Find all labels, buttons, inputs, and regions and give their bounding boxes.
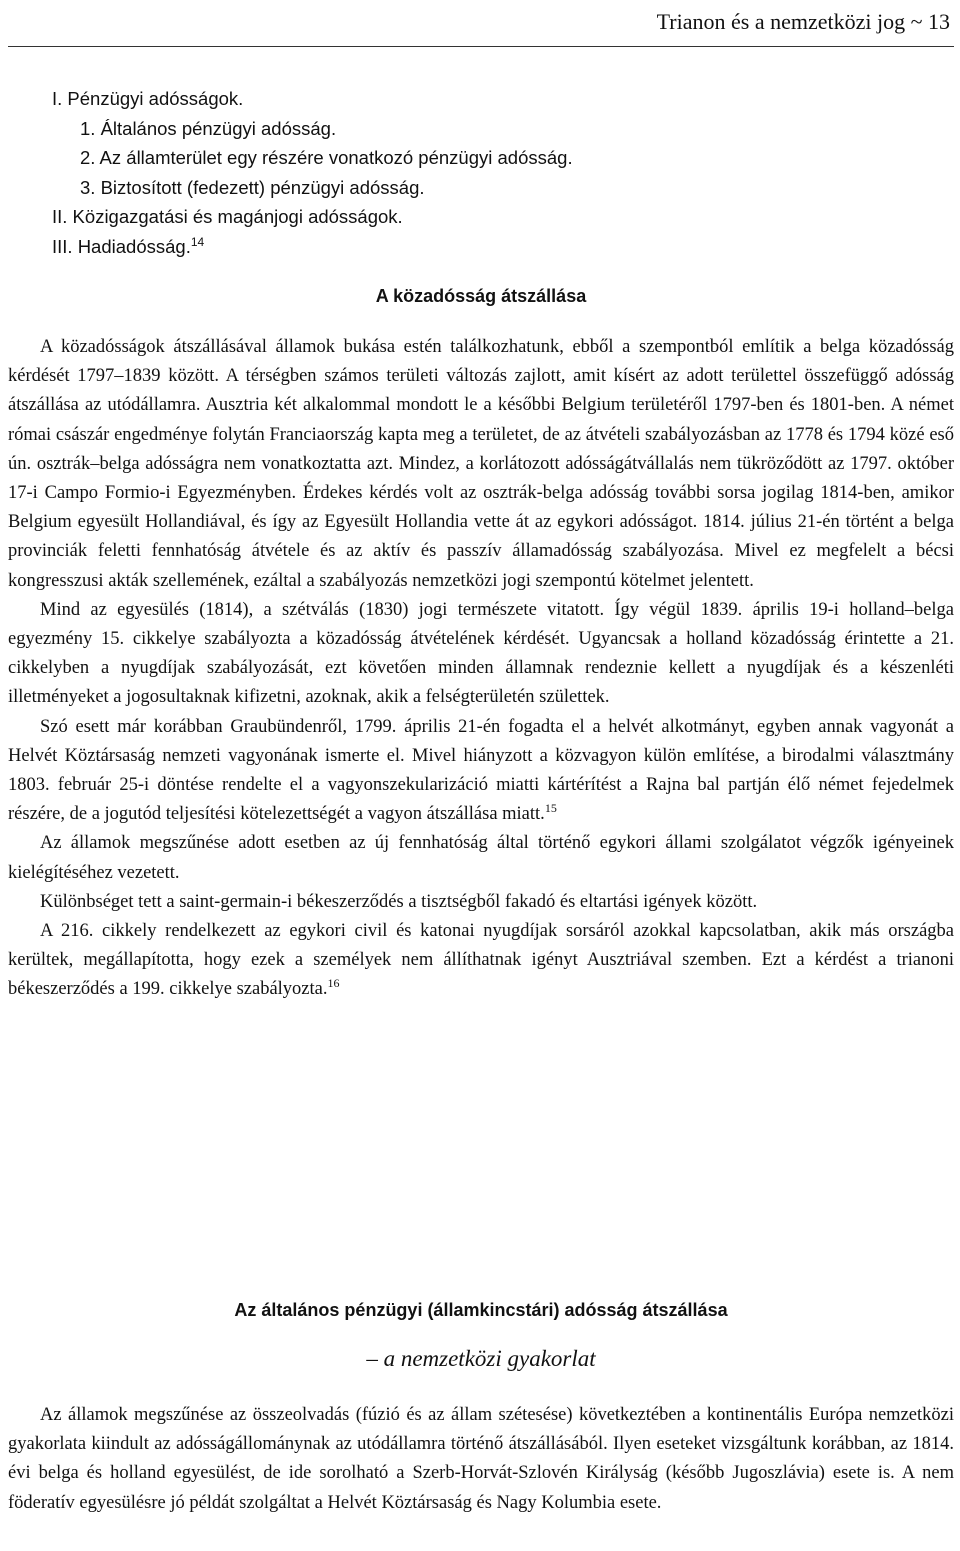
running-header: Trianon és a nemzetközi jog ~ 13 <box>656 9 950 34</box>
outline-item: 2. Az államterület egy részére vonatkozó pénzügyi adósság. <box>80 147 573 168</box>
header-rule <box>8 46 954 47</box>
outline-item: III. Hadiadósság.$^{14}$ <box>52 234 205 257</box>
footnote-marker[interactable]: 16 <box>327 976 340 991</box>
paragraph: Az államok megszűnése az összeolvadás (fúzió és az állam szétesése) következtében a kontinentális Európa nemzetközi gyakorlata kiindult az adósságállománynak az utódállamra történő átszállásából. Ilyen eseteket vizsgáltunk korábban, az 1814. évi belga és holland egyesülést, de ide sorolható a Szerb-Horvát-Szlovén Királyság (később Jugoszlávia) esete is. A nem föderatív egyesülésre jó példát szolgáltat a Helvét Köztársaság és Nagy Kolumbia esete. <box>8 1405 954 1513</box>
paragraph: Az államok megszűnése adott esetben az új fennhatóság által történő egykori állami szolgálatot végzők igényeinek kielégítéséhez vezetett. <box>8 833 954 883</box>
section2-body <box>8 1401 954 1518</box>
paragraph: A 216. cikkely rendelkezett az egykori civil és katonai nyugdíjak sorsáról azokkal kapcsolatban, akik más országba kerültek, megállapította, hogy ezek a személyek nem állíthatnak igényt Ausztriával szemben. Ezt a kérdést a trianoni békeszerződés a 199. cikkelye szabályozta.$^{16}$ <box>8 921 954 1000</box>
section-subheading: – a nemzetközi gyakorlat <box>366 1346 596 1371</box>
paragraph: Mind az egyesülés (1814), a szétválás (1830) jogi természete vitatott. Így végül 1839. április 19-i holland–belga egyezmény 15. cikkelye szabályozta a közadósság átvételének kérdését. Ugyancsak a holland közadósság érintette a 21. cikkelyben a nyugdíjak szabályozását, ezt követően minden államnak rendeznie kellett a nyugdíjak és a készenléti illetményeket a jogosultaknak kifizetni, azoknak, akik a felségterületén születtek. <box>8 599 954 708</box>
paragraph: Szó esett már korábban Graubündenről, 1799. április 21-én fogadta el a helvét alkotmányt, egyben annak vagyonát a Helvét Köztársaság nemzeti vagyonának ismerte el. Mivel hiányzott a közvagyon külön említése, a birodalmi választmány 1803. február 25-i döntése rendelte el a vagyonszekularizáció miatti kártérítést a Rajna bal partján élő német fejedelmek részére, de a jogutód teljesítési kötelezettségét a vagyon átszállása miatt.$^{15}$ <box>8 716 954 825</box>
footnote-marker[interactable]: 15 <box>544 801 557 816</box>
paragraph: A közadósságok átszállásával államok bukása estén találkozhatunk, ebből a szempontból említik a belga közadósság kérdését 1797–1839 között. A térségben számos területi változás zajlott, amit kísért az adott területtel összefüggő adósság átszállása az utódállamra. Ausztria két alkalommal mondott le a későbbi Belgium területéről 1797-ben és 1801-ben. A német római császár engedménye folytán Franciaország kapta meg a területet, de az átvételi szabályozásban az 1778 és 1794 közé eső ún. osztrák–belga adósságra nem vonatkoztatta azt. Mindez, a korlátozott adósságátvállalás nem tükröződött az 1797. október 17-i Campo Formio-i Egyezményben. Érdekes kérdés volt az osztrák-belga adósság további sorsa jogilag 1814-ben, amikor Belgium egyesült Hollandiával, és így az Egyesült Hollandia vette át az egykori adósságot. 1814. július 21-én történt a belga provinciák feletti fennhatóság átvétele és az aktív és passzív államadósság szabályozása. Mivel ez megfelelt a bécsi kongresszusi akták szellemének, ezáltal a szabályozás nemzetközi jogi szempontú kötelmet jelentett. <box>8 337 954 591</box>
outline-item: 1. Általános pénzügyi adósság. <box>80 117 337 139</box>
footnote-marker[interactable]: 14 <box>190 234 205 249</box>
outline-item: 3. Biztosított (fedezett) pénzügyi adósság. <box>80 176 425 198</box>
outline-item: II. Közigazgatási és magánjogi adósságok. <box>52 206 403 227</box>
paragraph: Különbséget tett a saint-germain-i békeszerződés a tisztségből fakadó és eltartási igények között. <box>40 891 758 912</box>
outline-item: I. Pénzügyi adósságok. <box>52 88 244 109</box>
section-heading: A közadósság átszállása <box>375 286 587 306</box>
outline-list <box>52 84 573 261</box>
section-heading: Az általános pénzügyi (államkincstári) adósság átszállása <box>234 1300 728 1320</box>
section1-body <box>8 333 954 1005</box>
